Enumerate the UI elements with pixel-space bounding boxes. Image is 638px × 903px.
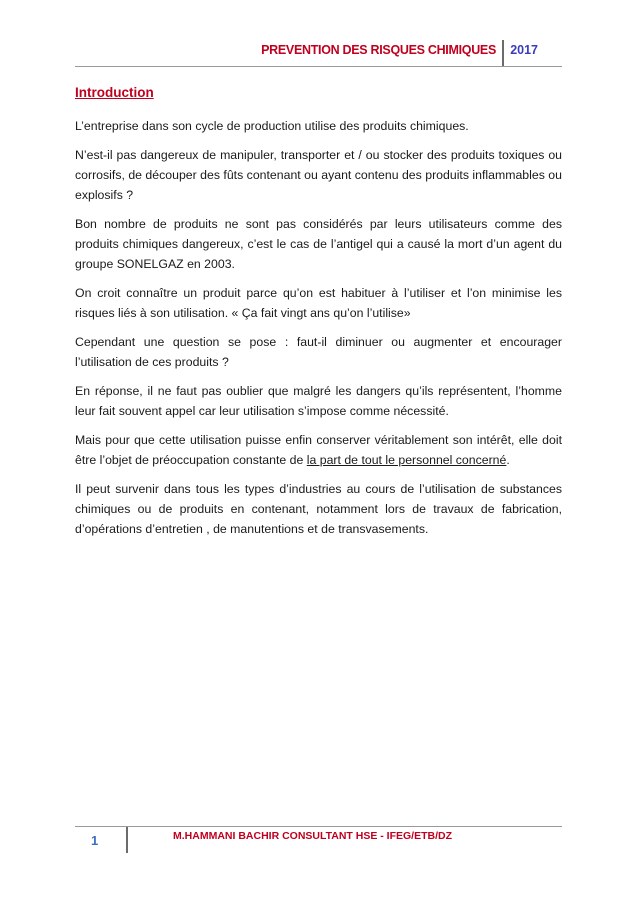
paragraph-7-underlined: la part de tout le personnel concerné — [306, 453, 507, 467]
paragraph-7 — [75, 430, 562, 470]
paragraph-1: L’entreprise dans son cycle de production utilise des produits chimiques. — [75, 119, 469, 133]
paragraph-7-end: . — [506, 453, 510, 467]
page-body — [75, 82, 562, 548]
paragraph-7-text: Mais pour que cette utilisation puisse enfin conserver véritablement son intérêt, elle doit être l’objet de préoccupation constante de — [75, 433, 562, 467]
paragraph-8: Il peut survenir dans tous les types d’industries au cours de l’utilisation de substances chimiques ou de produits en contenant, notamment lors de travaux de fabrication, d’opérations d’entretien , de manutentions et de transvasements. — [75, 482, 562, 536]
paragraph-6: En réponse, il ne faut pas oublier que malgré les dangers qu’ils représentent, l’homme leur fait souvent appel car leur utilisation s’impose comme nécessité. — [75, 384, 562, 418]
page-header — [75, 40, 562, 67]
footer-separator — [126, 827, 128, 853]
paragraph-4: On croit connaître un produit parce qu’on est habituer à l’utiliser et l’on minimise les risques liés à son utilisation. « Ça fait vingt ans qu’on l’utilise» — [75, 286, 562, 320]
paragraph-2: N’est-il pas dangereux de manipuler, transporter et / ou stocker des produits toxiques ou corrosifs, de découper des fûts contenant ou ayant contenu des produits inflammables ou explosifs ? — [75, 148, 562, 202]
header-title: PREVENTION DES RISQUES CHIMIQUES — [261, 43, 496, 57]
page-footer — [75, 826, 562, 853]
paragraph-5: Cependant une question se pose : faut-il diminuer ou augmenter et encourager l’utilisation de ces produits ? — [75, 335, 562, 369]
header-year: 2017 — [510, 43, 538, 57]
section-heading: Introduction — [75, 85, 154, 100]
header-separator — [502, 40, 504, 66]
footer-author: M.HAMMANI BACHIR CONSULTANT HSE - IFEG/ETB/DZ — [173, 830, 453, 842]
paragraph-3: Bon nombre de produits ne sont pas considérés par leurs utilisateurs comme des produits chimiques dangereux, c’est le cas de l’antigel qui a causé la mort d’un agent du groupe SONELGAZ en 2003. — [75, 217, 562, 271]
page-number: 1 — [91, 833, 99, 848]
